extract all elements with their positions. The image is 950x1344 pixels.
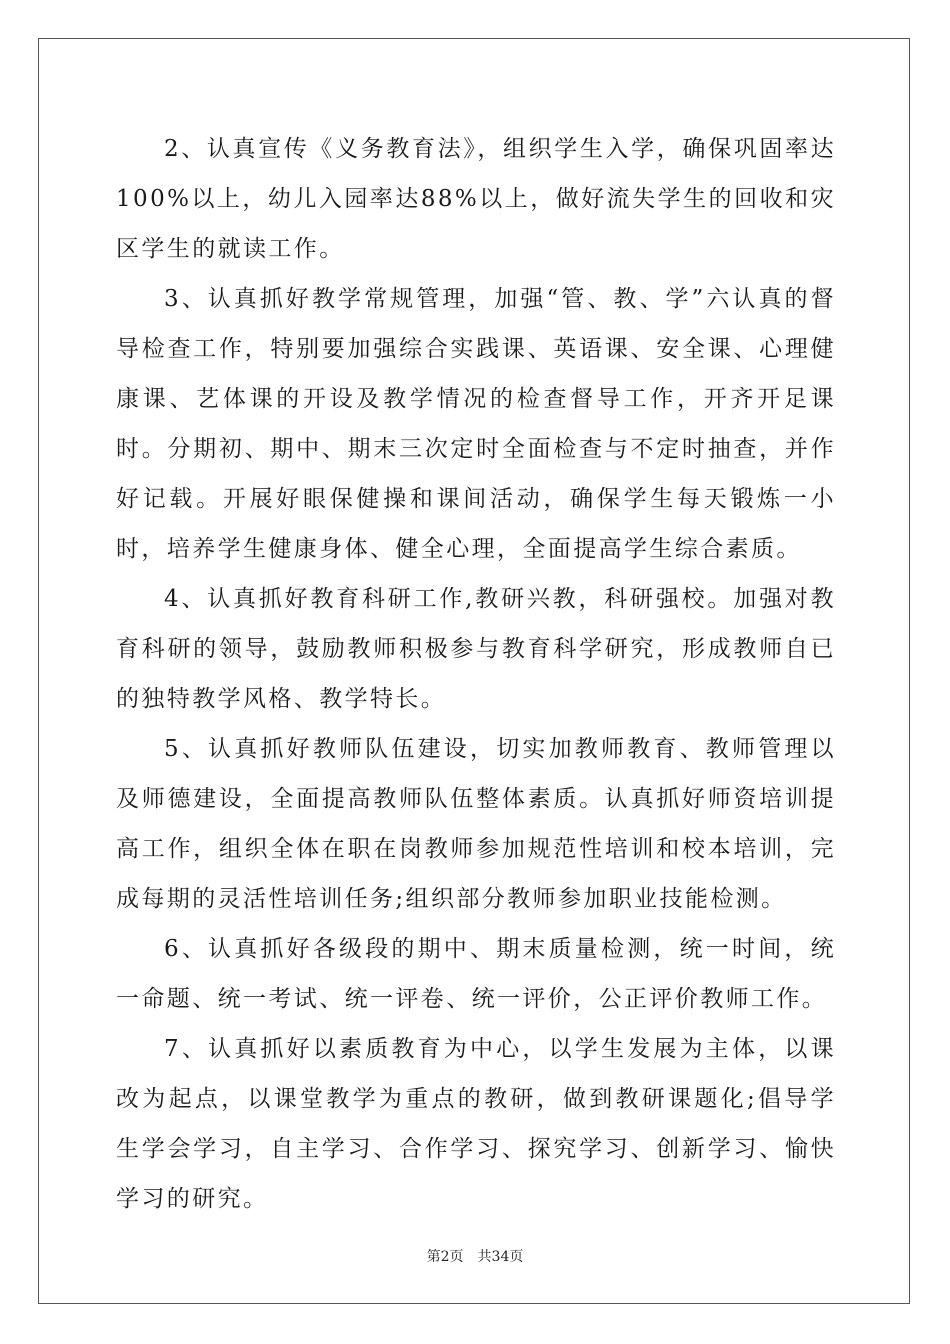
- paragraph-item-2: 2、认真宣传《义务教育法》，组织学生入学，确保巩固率达100%以上，幼儿入园率达88%以上，做好流失学生的回收和灾区学生的就读工作。: [116, 136, 836, 262]
- paragraph-item-3: 3、认真抓好教学常规管理，加强“管、教、学”六认真的督导检查工作，特别要加强综合实践课、英语课、安全课、心理健康课、艺体课的开设及教学情况的检查督导工作，开齐开足课时。分期初、期中、期末三次定时全面检查与不定时抽查，并作好记载。开展好眼保健操和课间活动，确保学生每天锻炼一小时，培养学生健康身体、健全心理，全面提高学生综合素质。: [116, 286, 836, 562]
- paragraph-item-7: 7、认真抓好以素质教育为中心，以学生发展为主体，以课改为起点，以课堂教学为重点的教研，做到教研课题化;倡导学生学会学习，自主学习、合作学习、探究学习、创新学习、愉快学习的研究。: [116, 1036, 836, 1212]
- paragraph-item-5: 5、认真抓好教师队伍建设，切实加教师教育、教师管理以及师德建设，全面提高教师队伍整体素质。认真抓好师资培训提高工作，组织全体在职在岗教师参加规范性培训和校本培训，完成每期的灵活性培训任务;组织部分教师参加职业技能检测。: [116, 736, 836, 912]
- document-body: [116, 124, 836, 1224]
- paragraph-item-6: 6、认真抓好各级段的期中、期末质量检测，统一时间，统一命题、统一考试、统一评卷、统一评价，公正评价教师工作。: [116, 936, 836, 1012]
- page-footer: [0, 1246, 950, 1266]
- page-number: 第2页: [426, 1249, 464, 1265]
- paragraph-item-4: 4、认真抓好教育科研工作,教研兴教，科研强校。加强对教育科研的领导，鼓励教师积极参与教育科学研究，形成教师自已的独特教学风格、教学特长。: [116, 586, 836, 712]
- page-total: 共34页: [477, 1249, 524, 1265]
